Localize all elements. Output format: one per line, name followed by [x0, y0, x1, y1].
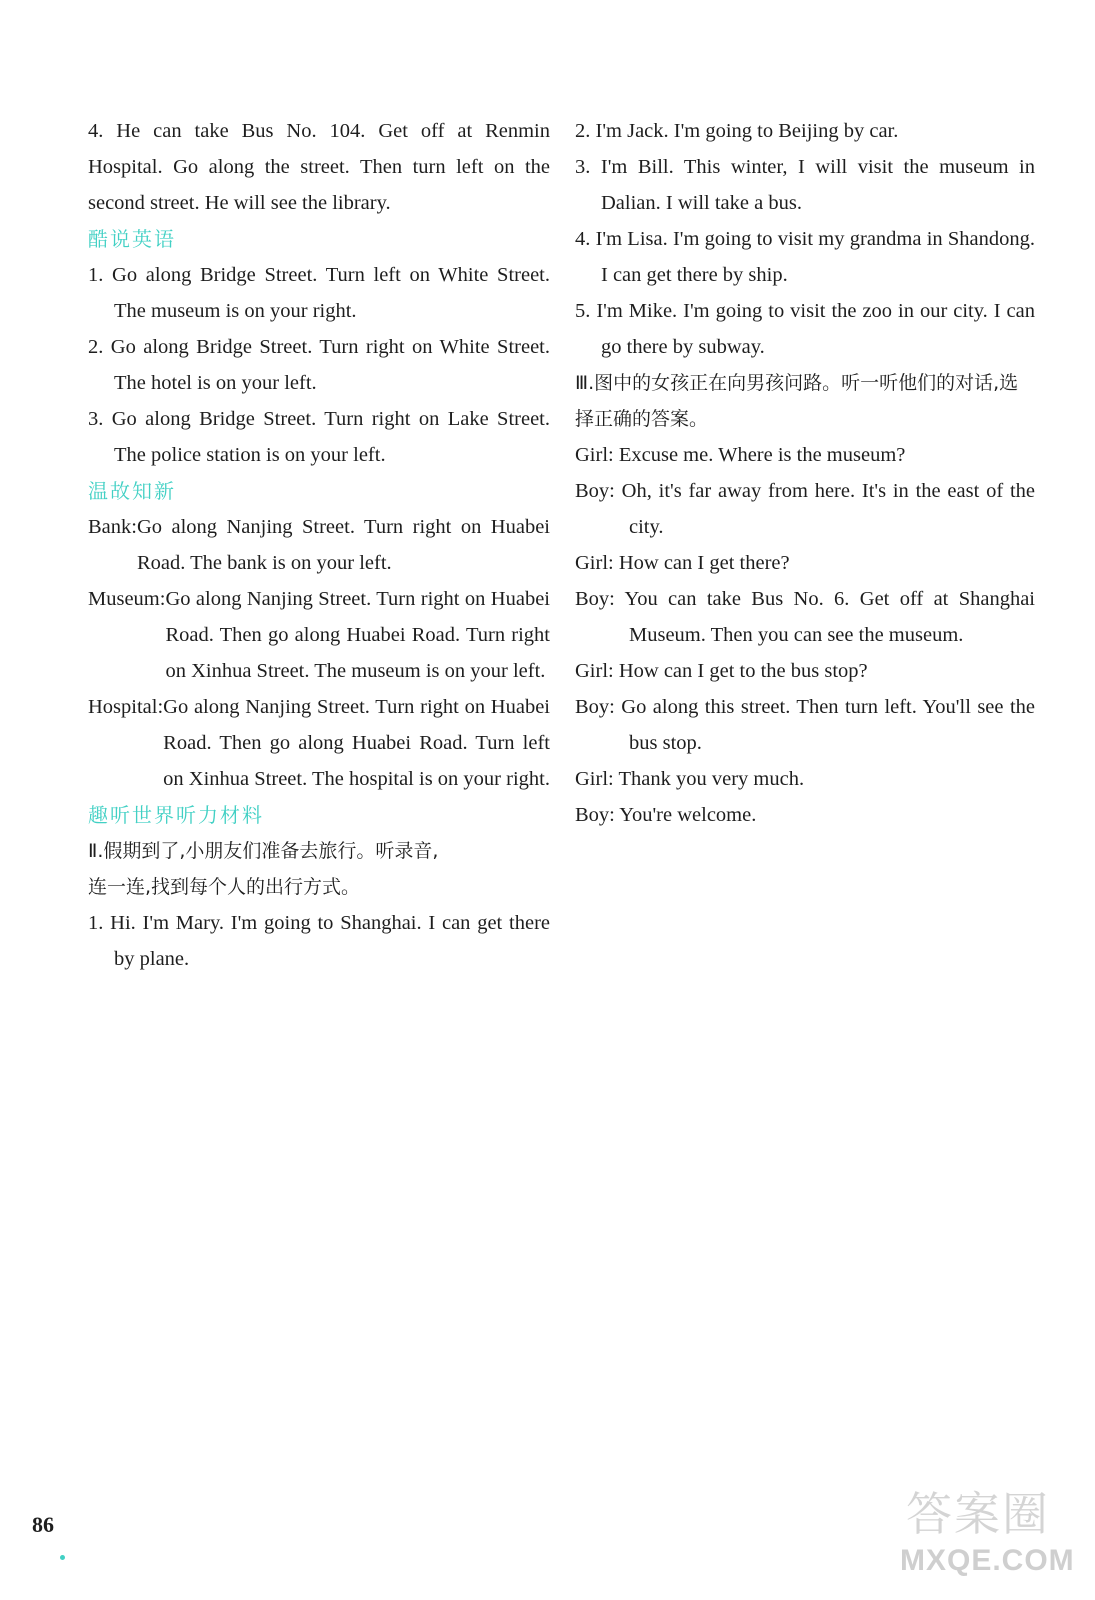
place-directions: Go along Nanjing Street. Turn right on Huabei Road. Then go along Huabei Road. Turn left on Xinhua Street. The hospital is on your right. — [163, 696, 550, 790]
place-directions: Go along Nanjing Street. Turn right on Huabei Road. Then go along Huabei Road. Turn right on Xinhua Street. The museum is on your left. — [165, 588, 550, 682]
list-item: 2. Go along Bridge Street. Turn right on White Street. The hotel is on your left. — [88, 336, 550, 394]
watermark-url: MXQE.COM — [900, 1544, 1075, 1577]
list-item: 1. Go along Bridge Street. Turn left on White Street. The museum is on your right. — [88, 264, 550, 322]
page-number: 86 — [32, 1512, 54, 1537]
section-heading-wengu: 温故知新 — [88, 479, 176, 503]
dialog-line: Boy: You can take Bus No. 6. Get off at Shanghai Museum. Then you can see the museum. — [575, 588, 1035, 646]
list-item: 4. I'm Lisa. I'm going to visit my grandma in Shandong. I can get there by ship. — [575, 228, 1035, 286]
list-item: 5. I'm Mike. I'm going to visit the zoo in our city. I can go there by subway. — [575, 300, 1035, 358]
answer-4-paragraph: 4. He can take Bus No. 104. Get off at Renmin Hospital. Go along the street. Then turn left on the second street. He will see the library. — [88, 120, 550, 214]
place-label: Museum: — [88, 588, 166, 610]
watermark — [900, 1478, 1080, 1598]
dialog-line: Girl: How can I get to the bus stop? — [575, 660, 868, 682]
directions-bank — [88, 509, 550, 581]
dialog-line: Girl: Thank you very much. — [575, 768, 805, 790]
list-item: 3. Go along Bridge Street. Turn right on Lake Street. The police station is on your left. — [88, 408, 550, 466]
directions-museum — [88, 581, 550, 689]
watermark-logo: 答案圈 — [906, 1487, 1050, 1541]
dialog-line: Boy: Go along this street. Then turn left. You'll see the bus stop. — [575, 696, 1035, 754]
directions-hospital — [88, 689, 550, 797]
right-column — [575, 113, 1035, 833]
list-item: 2. I'm Jack. I'm going to Beijing by car. — [575, 120, 899, 142]
place-label: Bank: — [88, 516, 137, 538]
dialog-line: Girl: How can I get there? — [575, 552, 790, 574]
instruction-part-2-line-1: Ⅱ.假期到了,小朋友们准备去旅行。听录音, — [88, 840, 439, 862]
decorative-dot — [60, 1555, 65, 1560]
list-item: 1. Hi. I'm Mary. I'm going to Shanghai. I can get there by plane. — [88, 912, 550, 970]
dialog-line: Girl: Excuse me. Where is the museum? — [575, 444, 906, 466]
section-heading-quting: 趣听世界听力材料 — [88, 803, 264, 827]
instruction-part-3: Ⅲ.图中的女孩正在向男孩问路。听一听他们的对话,选择正确的答案。 — [575, 372, 1019, 430]
place-directions: Go along Nanjing Street. Turn right on Huabei Road. The bank is on your left. — [136, 516, 550, 574]
section-heading-kushuo: 酷说英语 — [88, 227, 176, 251]
instruction-part-2-line-2: 连一连,找到每个人的出行方式。 — [88, 876, 361, 898]
dialog-line: Boy: You're welcome. — [575, 804, 757, 826]
list-item: 3. I'm Bill. This winter, I will visit the museum in Dalian. I will take a bus. — [575, 156, 1035, 214]
dialog-line: Boy: Oh, it's far away from here. It's in the east of the city. — [575, 480, 1035, 538]
place-label: Hospital: — [88, 696, 164, 718]
left-column — [88, 113, 550, 977]
